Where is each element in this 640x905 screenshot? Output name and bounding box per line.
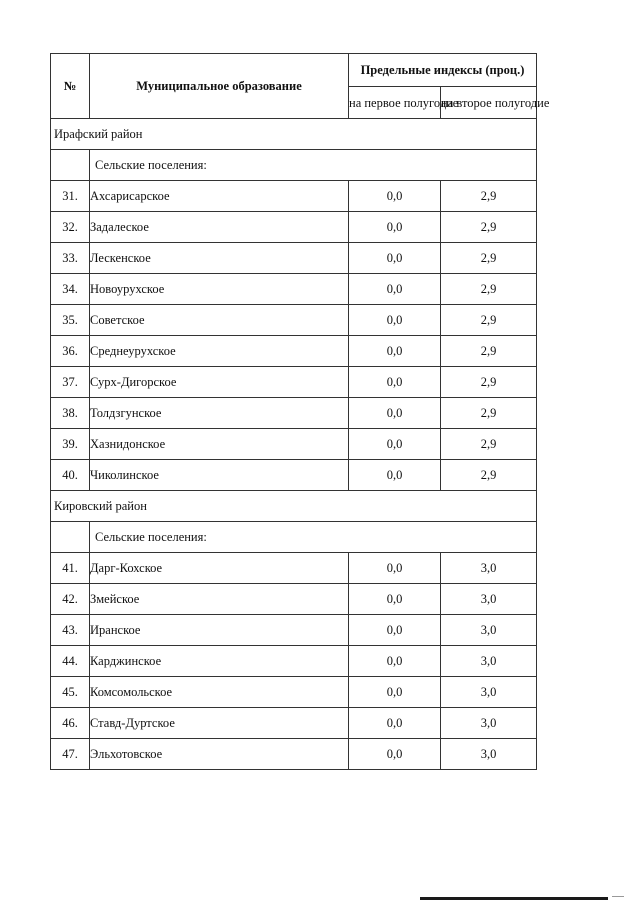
row-municipality: Эльхотовское [90,739,349,770]
table-row [51,646,537,677]
row-number: 37. [51,367,90,398]
row-first-half-value: 0,0 [349,460,441,491]
row-number: 46. [51,708,90,739]
row-second-half-value: 3,0 [441,553,537,584]
indices-table [50,53,550,770]
table-row [51,336,537,367]
district-name: Кировский район [51,491,537,522]
subheading-row [51,150,537,181]
subheading-row [51,522,537,553]
row-second-half-value: 2,9 [441,243,537,274]
row-second-half-value: 2,9 [441,398,537,429]
row-second-half-value: 2,9 [441,305,537,336]
row-municipality: Ставд-Дуртское [90,708,349,739]
row-municipality: Карджинское [90,646,349,677]
table-row [51,677,537,708]
table-row [51,181,537,212]
row-municipality: Сурх-Дигорское [90,367,349,398]
row-first-half-value: 0,0 [349,615,441,646]
header-limit-indices: Предельные индексы (проц.) [349,54,537,87]
row-number: 31. [51,181,90,212]
row-first-half-value: 0,0 [349,305,441,336]
row-municipality: Советское [90,305,349,336]
subheading-number-cell [51,150,90,181]
row-number: 38. [51,398,90,429]
table-row [51,553,537,584]
table-row [51,460,537,491]
header-second-half: на второе полугодие [441,87,537,119]
row-municipality: Змейское [90,584,349,615]
footer-mark [612,896,624,897]
row-municipality: Хазнидонское [90,429,349,460]
row-first-half-value: 0,0 [349,584,441,615]
row-first-half-value: 0,0 [349,274,441,305]
row-number: 33. [51,243,90,274]
row-municipality: Новоурухское [90,274,349,305]
table-row [51,274,537,305]
district-row [51,491,537,522]
row-municipality: Иранское [90,615,349,646]
row-municipality: Лескенское [90,243,349,274]
row-first-half-value: 0,0 [349,367,441,398]
header-row [51,54,537,87]
row-number: 32. [51,212,90,243]
row-first-half-value: 0,0 [349,708,441,739]
row-first-half-value: 0,0 [349,398,441,429]
row-second-half-value: 3,0 [441,739,537,770]
row-first-half-value: 0,0 [349,212,441,243]
row-second-half-value: 3,0 [441,615,537,646]
table-row [51,429,537,460]
table-row [51,708,537,739]
row-number: 42. [51,584,90,615]
row-municipality: Дарг-Кохское [90,553,349,584]
row-number: 45. [51,677,90,708]
row-second-half-value: 3,0 [441,584,537,615]
row-number: 43. [51,615,90,646]
row-first-half-value: 0,0 [349,553,441,584]
row-number: 40. [51,460,90,491]
row-second-half-value: 2,9 [441,429,537,460]
row-number: 35. [51,305,90,336]
row-second-half-value: 3,0 [441,646,537,677]
row-municipality: Комсомольское [90,677,349,708]
table-row [51,739,537,770]
table-row [51,212,537,243]
row-second-half-value: 2,9 [441,336,537,367]
subheading-label: Сельские поселения: [90,150,537,181]
row-second-half-value: 2,9 [441,274,537,305]
row-number: 41. [51,553,90,584]
indices-table-body [51,54,550,770]
table-row [51,398,537,429]
row-municipality: Толдзгунское [90,398,349,429]
row-first-half-value: 0,0 [349,429,441,460]
header-number: № [51,54,90,119]
table-row [51,615,537,646]
row-second-half-value: 3,0 [441,708,537,739]
row-number: 34. [51,274,90,305]
row-number: 36. [51,336,90,367]
row-first-half-value: 0,0 [349,646,441,677]
row-second-half-value: 2,9 [441,367,537,398]
row-second-half-value: 3,0 [441,677,537,708]
table-row [51,243,537,274]
header-municipality: Муниципальное образование [90,54,349,119]
row-first-half-value: 0,0 [349,181,441,212]
row-municipality: Задалеское [90,212,349,243]
district-row [51,119,537,150]
row-first-half-value: 0,0 [349,336,441,367]
row-number: 44. [51,646,90,677]
table-row [51,305,537,336]
row-municipality: Ахсарисарское [90,181,349,212]
subheading-number-cell [51,522,90,553]
table-row [51,367,537,398]
row-first-half-value: 0,0 [349,677,441,708]
district-name: Ирафский район [51,119,537,150]
row-second-half-value: 2,9 [441,460,537,491]
row-municipality: Среднеурухское [90,336,349,367]
header-first-half: на первое полугодие [349,87,441,119]
row-municipality: Чиколинское [90,460,349,491]
row-second-half-value: 2,9 [441,181,537,212]
row-first-half-value: 0,0 [349,243,441,274]
row-number: 47. [51,739,90,770]
table-row [51,584,537,615]
footer-rule [420,897,608,900]
subheading-label: Сельские поселения: [90,522,537,553]
row-number: 39. [51,429,90,460]
row-second-half-value: 2,9 [441,212,537,243]
row-first-half-value: 0,0 [349,739,441,770]
